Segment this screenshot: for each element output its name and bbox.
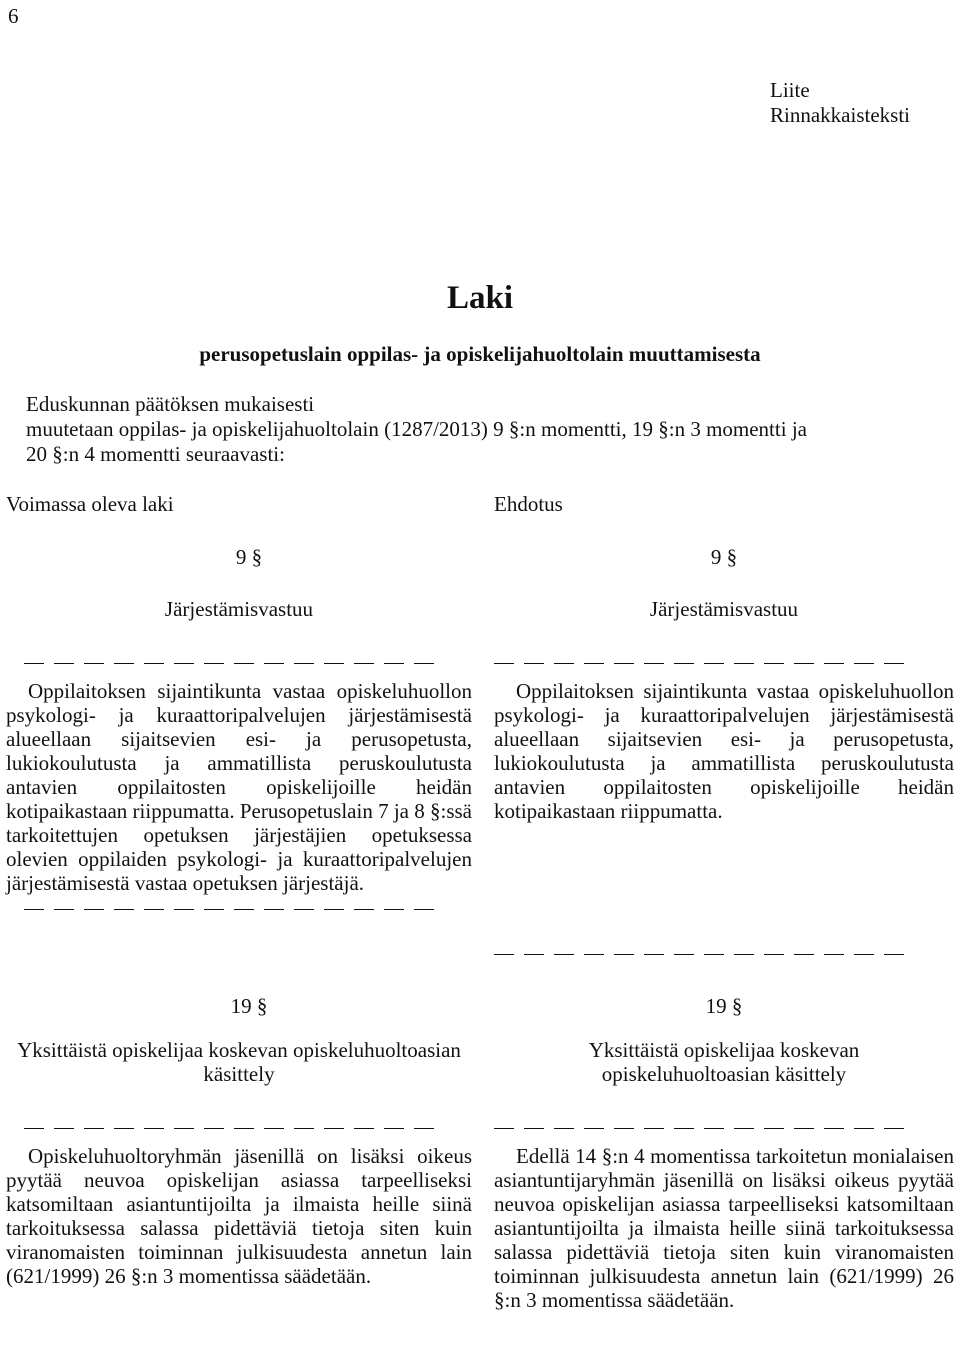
law-title: Laki [446, 280, 514, 316]
enactment-clause [26, 392, 956, 467]
right-omission-dashes-block [494, 940, 954, 964]
liite-label: Liite [770, 78, 810, 102]
right-section-19-text: Edellä 14 §:n 4 momentissa tarkoitetun monialaisen asiantuntijaryhmän jäsenillä on lisäksi oikeus pyytää neuvoa opiskelijan asiassa tarpeelliseksi katsomiltaan asiantuntijoilta ja ilmaista heille siinä tarkoituksessa salassa pidettäviä tietoja siten kuin viranomaisten toiminnan julkisuudesta annetun lain (621/1999) 26 §:n 3 momentissa säädetään. [494, 1144, 954, 1312]
attachment-label [770, 78, 910, 128]
right-section-9-title: Järjestämisvastuu [649, 597, 799, 621]
left-section-19-title: Yksittäistä opiskelijaa koskevan opiskeluhuoltoasian käsittely [17, 1038, 461, 1086]
left-section-19-text: Opiskeluhuoltoryhmän jäsenillä on lisäksi oikeus pyytää neuvoa opiskelijan asiassa tarpeelliseksi katsomiltaan asiantuntijoilta ja ilmaista heille siinä tarkoituksessa salassa pidettäviä tietoja siten kuin viranomaisten toiminnan julkisuudesta annetun lain (621/1999) 26 §:n 3 momentissa säädetään. [6, 1144, 472, 1288]
right-column [494, 545, 954, 823]
right-column-section-19 [494, 994, 954, 1312]
left-column-section-19 [6, 994, 472, 1288]
left-column-heading: Voimassa oleva laki [6, 492, 174, 516]
right-section-19-title: Yksittäistä opiskelijaa koskevan opiskeluhuoltoasian käsittely [588, 1038, 860, 1086]
right-section-9-number: 9 § [710, 545, 738, 569]
right-omission-dashes-1 [494, 649, 954, 673]
enactment-line-3: 20 §:n 4 momentti seuraavasti: [26, 442, 285, 466]
left-section-9-number: 9 § [235, 545, 263, 569]
left-omission-dashes-3 [6, 1114, 472, 1138]
enactment-line-2: muutetaan oppilas- ja opiskelijahuoltolain (1287/2013) 9 §:n momentti, 19 §:n 3 momentti ja [26, 417, 807, 441]
right-section-9-text: Oppilaitoksen sijaintikunta vastaa opiskeluhuollon psykologi- ja kuraattoripalvelujen järjestämisestä alueellaan sijaitsevien esi- ja perusopetusta, lukiokoulutusta ja ammatillista peruskoulutusta antavien oppilaitosten opiskelijoille heidän kotipaikastaan riippumatta. [494, 679, 954, 823]
right-column-heading: Ehdotus [494, 492, 563, 516]
right-section-19-number: 19 § [705, 994, 743, 1018]
left-column [6, 545, 472, 919]
right-omission-dashes-3 [494, 1114, 954, 1138]
law-subtitle: perusopetuslain oppilas- ja opiskelijahuoltolain muuttamisesta [199, 342, 761, 366]
left-section-9-title: Järjestämisvastuu [164, 597, 314, 621]
left-section-19-number: 19 § [230, 994, 268, 1018]
page-number: 6 [8, 4, 19, 28]
parallel-text-label: Rinnakkaisteksti [770, 103, 910, 127]
right-omission-dashes-2 [494, 940, 954, 964]
left-omission-dashes-1 [6, 649, 472, 673]
left-section-9-text: Oppilaitoksen sijaintikunta vastaa opiskeluhuollon psykologi- ja kuraattoripalvelujen järjestämisestä alueellaan sijaitsevien esi- ja perusopetusta, lukiokoulutusta ja ammatillista peruskoulutusta antavien oppilaitosten opiskelijoille heidän kotipaikastaan riippumatta. Perusopetuslain 7 ja 8 §:ssä tarkoitettujen opetuksen järjestäjien opetuksessa olevien oppilaiden psykologi- ja kuraattoripalvelujen järjestämisestä vastaa opetuksen järjestäjä. [6, 679, 472, 895]
enactment-line-1: Eduskunnan päätöksen mukaisesti [26, 392, 315, 416]
left-omission-dashes-2 [6, 895, 472, 919]
